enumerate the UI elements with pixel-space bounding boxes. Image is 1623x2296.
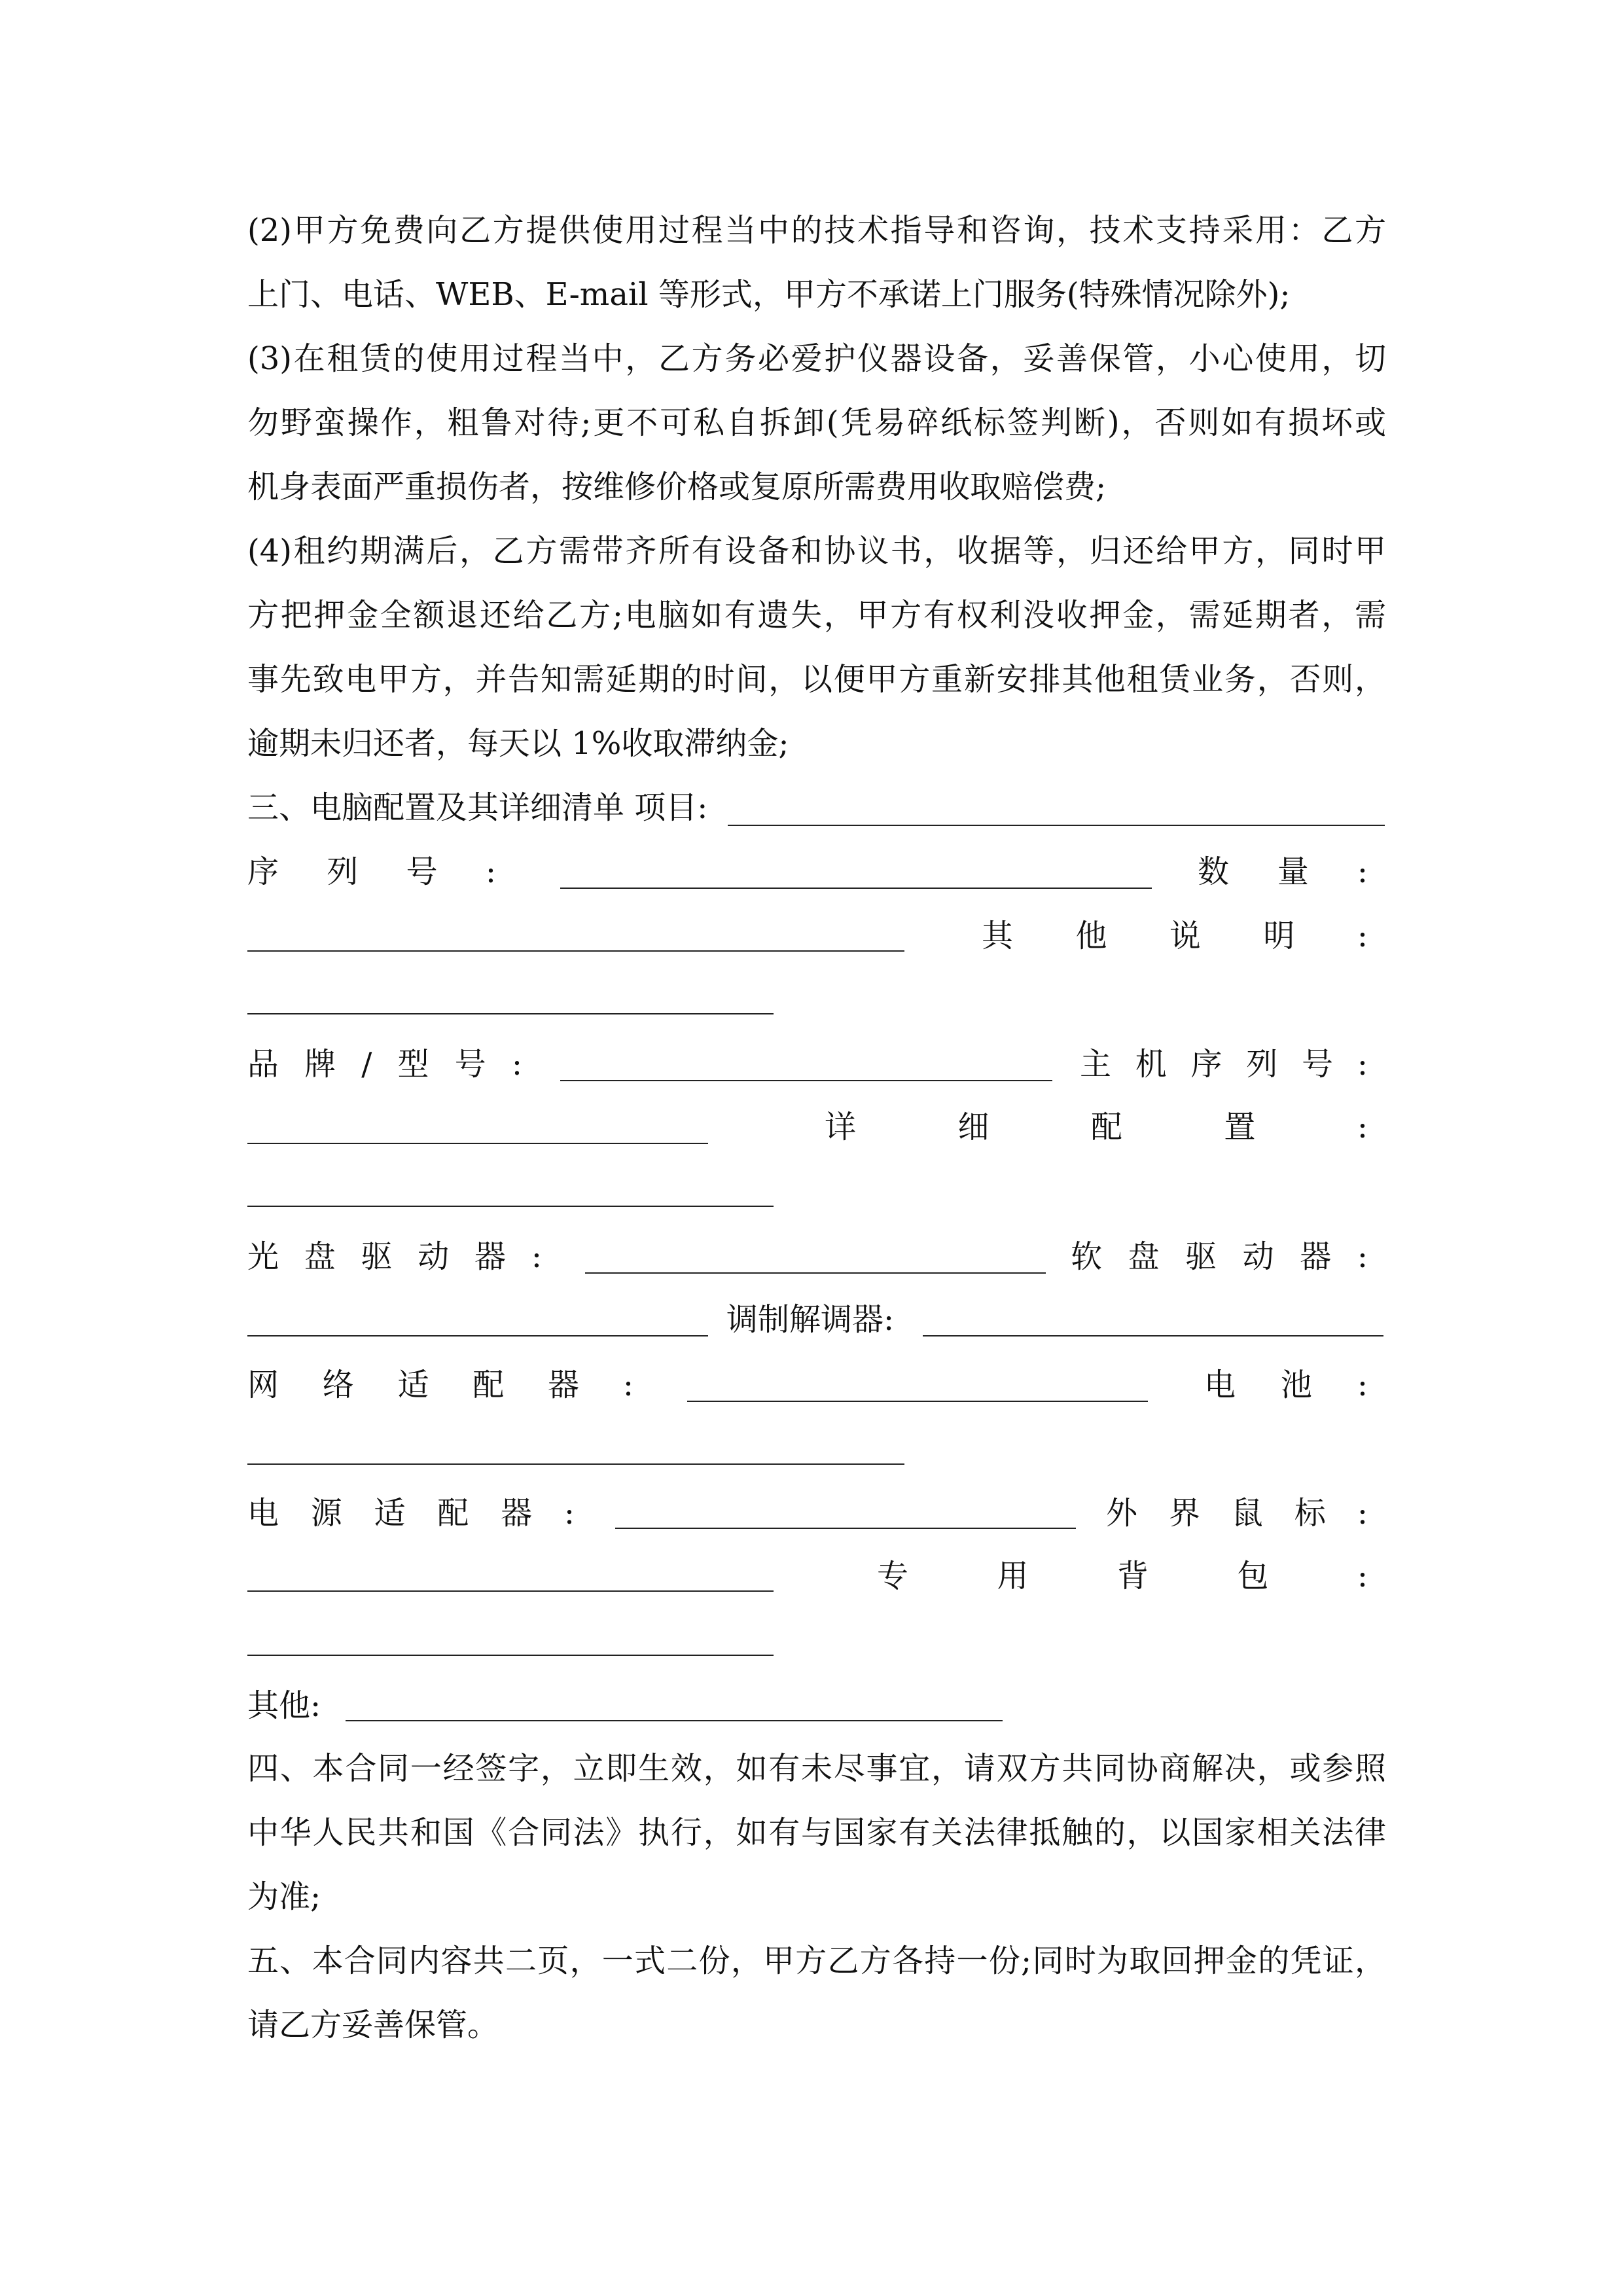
floppy-drive-field[interactable] — [247, 1335, 708, 1336]
modem-field[interactable] — [923, 1335, 1383, 1336]
section-4-line-1: 四、本合同一经签字，立即生效，如有未尽事宜，请双方共同协商解决，或参照 — [247, 1750, 1386, 1787]
other-notes-label: 其 他 说 明 : — [982, 918, 1368, 954]
project-field[interactable] — [728, 825, 1385, 826]
bag-field[interactable] — [247, 1655, 774, 1656]
battery-label: 电 池 : — [1204, 1367, 1368, 1403]
brand-model-field[interactable] — [560, 1080, 1052, 1081]
battery-field[interactable] — [247, 1463, 904, 1465]
clause-3-line-2: 勿野蛮操作，粗鲁对待;更不可私自拆卸(凭易碎纸标签判断)，否则如有损坏或 — [247, 404, 1386, 441]
other-field[interactable] — [346, 1720, 1003, 1721]
mouse-label: 外界鼠标: — [1106, 1495, 1368, 1532]
modem-label: 调制解调器: — [726, 1301, 895, 1338]
bag-label: 专 用 背 包 : — [877, 1558, 1368, 1594]
host-serial-field[interactable] — [247, 1143, 708, 1144]
quantity-label: 数 量 : — [1198, 853, 1368, 890]
other-label: 其他: — [247, 1687, 321, 1724]
serial-number-label: 序 列 号 : — [247, 853, 496, 890]
serial-number-field[interactable] — [560, 888, 1152, 889]
network-adapter-label: 网 络 适 配 器 : — [247, 1367, 633, 1403]
clause-4-line-2: 方把押金全额退还给乙方;电脑如有遗失，甲方有权利没收押金，需延期者，需 — [247, 597, 1386, 634]
clause-2-line-1: (2)甲方免费向乙方提供使用过程当中的技术指导和咨询，技术支持采用：乙方 — [247, 212, 1386, 249]
section-4-line-3: 为准; — [247, 1878, 321, 1915]
section-3-heading: 三、电脑配置及其详细清单 项目: — [247, 789, 708, 826]
host-serial-label: 主机序列号: — [1080, 1046, 1368, 1083]
clause-2-line-2: 上门、电话、WEB、E-mail 等形式，甲方不承诺上门服务(特殊情况除外); — [247, 276, 1291, 313]
clause-4-line-1: (4)租约期满后，乙方需带齐所有设备和协议书，收据等，归还给甲方，同时甲 — [247, 533, 1386, 569]
power-adapter-label: 电源适配器: — [247, 1495, 575, 1532]
detail-config-field[interactable] — [247, 1206, 774, 1207]
optical-drive-label: 光盘驱动器: — [247, 1238, 542, 1275]
mouse-field[interactable] — [247, 1590, 774, 1592]
detail-config-label: 详 细 配 置 : — [825, 1109, 1368, 1145]
clause-3-line-3: 机身表面严重损伤者，按维修价格或复原所需费用收取赔偿费; — [247, 469, 1107, 505]
section-5-line-2: 请乙方妥善保管。 — [247, 2007, 499, 2043]
section-4-line-2: 中华人民共和国《合同法》执行，如有与国家有关法律抵触的，以国家相关法律 — [247, 1814, 1386, 1851]
power-adapter-field[interactable] — [615, 1528, 1076, 1529]
other-notes-field[interactable] — [247, 1013, 774, 1014]
clause-3-line-1: (3)在租赁的使用过程当中，乙方务必爱护仪器设备，妥善保管，小心使用，切 — [247, 340, 1386, 377]
quantity-field[interactable] — [247, 950, 904, 952]
clause-4-line-4: 逾期未归还者，每天以 1%收取滞纳金; — [247, 725, 789, 762]
clause-4-line-3: 事先致电甲方，并告知需延期的时间，以便甲方重新安排其他租赁业务，否则， — [247, 661, 1386, 698]
brand-model-label: 品牌/型号: — [247, 1046, 522, 1083]
section-5-line-1: 五、本合同内容共二页，一式二份，甲方乙方各持一份;同时为取回押金的凭证， — [247, 1943, 1386, 1979]
network-adapter-field[interactable] — [687, 1401, 1148, 1402]
optical-drive-field[interactable] — [585, 1272, 1046, 1274]
floppy-drive-label: 软盘驱动器: — [1071, 1238, 1368, 1275]
